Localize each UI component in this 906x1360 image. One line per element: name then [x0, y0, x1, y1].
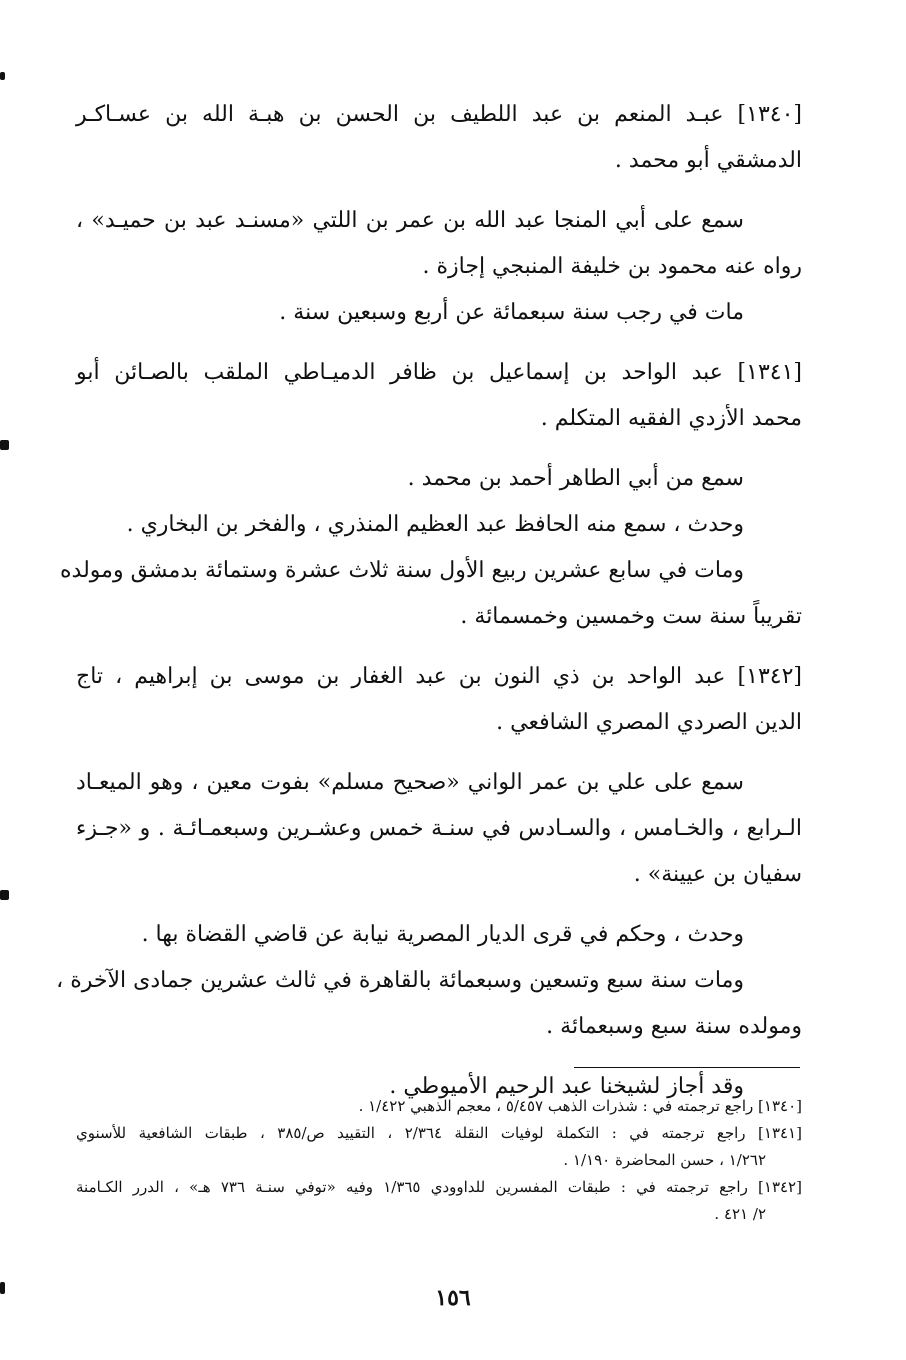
footnote-line: ٢/ ٤٢١ .	[714, 1205, 766, 1223]
scan-edge-mark	[0, 890, 9, 900]
entry-heading-line: محمد الأزدي الفقيه المتكلم .	[540, 406, 802, 431]
footnotes	[76, 1093, 802, 1228]
entry-1340	[76, 92, 802, 336]
entry-heading-line: الدين الصردي المصري الشافعي .	[496, 710, 802, 735]
entry-1342	[56, 654, 803, 1110]
scan-edge-mark	[0, 1282, 5, 1294]
paragraph-line: مات في رجب سنة سبعمائة عن أربع وسبعين سنة .	[279, 300, 744, 325]
scan-edge-mark	[0, 72, 5, 80]
entry-heading-line: الدمشقي أبو محمد .	[614, 148, 802, 173]
entry-heading-line: [١٣٤٢] عبد الواحد بن ذي النون بن عبد الغفار بن موسى بن إبراهيم ، تاج	[76, 664, 803, 689]
paragraph-line: ومات في سابع عشرين ربيع الأول سنة ثلاث عشرة وستمائة بدمشق ومولده	[60, 558, 744, 583]
paragraph-line: سمع من أبي الطاهر أحمد بن محمد .	[407, 466, 744, 491]
footnote-line: [١٣٤١] راجع ترجمته في : التكملة لوفيات النقلة ٢/٣٦٤ ، التقييد ص/٣٨٥ ، طبقات الشافعية للأسنوي	[76, 1124, 802, 1142]
paragraph-line: ومولده سنة سبع وسبعمائة .	[546, 1014, 802, 1039]
paragraph-line: رواه عنه محمود بن خليفة المنبجي إجازة .	[422, 254, 802, 279]
footnote-line: [١٣٤٠] راجع ترجمته في : شذرات الذهب ٥/٤٥٧ ، معجم الذهبي ١/٤٢٢ .	[358, 1097, 802, 1115]
scan-edge-mark	[0, 440, 9, 450]
entry-heading-line: [١٣٤١] عبد الواحد بن إسماعيل بن ظافر الدميـاطي الملقب بالصـائن أبو	[76, 360, 802, 385]
paragraph-line: وحدث ، سمع منه الحافظ عبد العظيم المنذري ، والفخر بن البخاري .	[126, 512, 744, 537]
paragraph-line: الـرابع ، والخـامس ، والسـادس في سنـة خمس وعشـرين وسبعمـائـة . و «جـزء	[76, 816, 802, 841]
paragraph-line: ومات سنة سبع وتسعين وسبعمائة بالقاهرة في ثالث عشرين جمادى الآخرة ،	[56, 968, 744, 993]
entry-heading-line: [١٣٤٠] عبـد المنعم بن عبد اللطيف بن الحسن بن هبـة الله بن عسـاكـر	[76, 102, 802, 127]
page-number: ١٥٦	[435, 1285, 471, 1311]
footnote-divider	[574, 1067, 800, 1068]
main-text	[56, 92, 803, 1110]
footnote-line: [١٣٤٢] راجع ترجمته في : طبقات المفسرين للداوودي ١/٣٦٥ وفيه «توفي سنـة ٧٣٦ هـ» ، الدرر الكـامنة	[76, 1178, 802, 1196]
paragraph-line: سمع على علي بن عمر الواني «صحيح مسلم» بفوت معين ، وهو الميعـاد	[76, 770, 744, 795]
paragraph-line: وقد أجاز لشيخنا عبد الرحيم الأميوطي .	[389, 1074, 744, 1099]
paragraph-line: تقريباً سنة ست وخمسين وخمسمائة .	[460, 604, 802, 629]
entry-1341	[60, 350, 802, 640]
paragraph-line: سفيان بن عيينة» .	[633, 862, 802, 887]
paragraph-line: سمع على أبي المنجا عبد الله بن عمر بن اللتي «مسنـد عبد بن حميـد» ،	[76, 208, 744, 233]
footnote-line: ١/٢٦٢ ، حسن المحاضرة ١/١٩٠ .	[563, 1151, 766, 1169]
paragraph-line: وحدث ، وحكم في قرى الديار المصرية نيابة عن قاضي القضاة بها .	[141, 922, 744, 947]
